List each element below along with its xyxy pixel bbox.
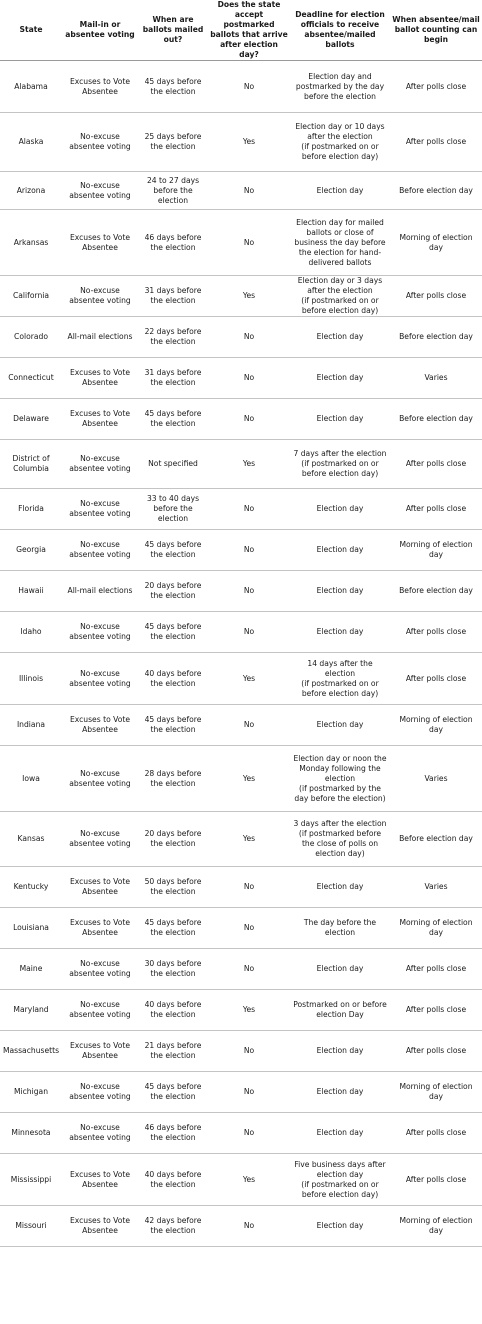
cell-counting-begin: Morning of election day	[390, 908, 482, 949]
cell-mail-in-or-absentee: No-excuse absentee voting	[62, 1072, 138, 1113]
cell-mail-in-or-absentee: No-excuse absentee voting	[62, 949, 138, 990]
cell-accept-postmarked: No	[208, 317, 290, 358]
cell-accept-postmarked: Yes	[208, 746, 290, 812]
cell-state: Alabama	[0, 61, 62, 113]
cell-mail-in-or-absentee: No-excuse absentee voting	[62, 113, 138, 172]
cell-accept-postmarked: No	[208, 908, 290, 949]
cell-when-mailed: 24 to 27 days before the election	[138, 172, 208, 210]
cell-state: Florida	[0, 489, 62, 530]
cell-when-mailed: 45 days before the election	[138, 530, 208, 571]
cell-accept-postmarked: No	[208, 949, 290, 990]
cell-receive-deadline: Election day or 3 days after the election (if postmarked on or before election day)	[290, 276, 390, 317]
cell-counting-begin: After polls close	[390, 990, 482, 1031]
cell-accept-postmarked: No	[208, 210, 290, 276]
table-row	[0, 1072, 482, 1113]
cell-mail-in-or-absentee: Excuses to Vote Absentee	[62, 1154, 138, 1206]
table-row	[0, 990, 482, 1031]
table-row	[0, 612, 482, 653]
table-row	[0, 172, 482, 210]
cell-accept-postmarked: Yes	[208, 440, 290, 489]
cell-mail-in-or-absentee: No-excuse absentee voting	[62, 653, 138, 705]
table-row	[0, 653, 482, 705]
cell-counting-begin: Before election day	[390, 399, 482, 440]
cell-counting-begin: After polls close	[390, 61, 482, 113]
table-row	[0, 1206, 482, 1247]
cell-receive-deadline: The day before the election	[290, 908, 390, 949]
header-row	[0, 0, 482, 61]
table-row	[0, 908, 482, 949]
cell-receive-deadline: Election day	[290, 489, 390, 530]
cell-state: California	[0, 276, 62, 317]
cell-accept-postmarked: Yes	[208, 990, 290, 1031]
cell-receive-deadline: Election day	[290, 705, 390, 746]
table-row	[0, 812, 482, 867]
cell-state: Illinois	[0, 653, 62, 705]
table-row	[0, 276, 482, 317]
table-row	[0, 61, 482, 113]
cell-state: Hawaii	[0, 571, 62, 612]
header-receive-deadline: Deadline for election officials to receive absentee/mailed ballots	[290, 0, 390, 61]
table-row	[0, 1031, 482, 1072]
cell-accept-postmarked: Yes	[208, 812, 290, 867]
cell-counting-begin: Before election day	[390, 172, 482, 210]
cell-mail-in-or-absentee: No-excuse absentee voting	[62, 440, 138, 489]
cell-state: Colorado	[0, 317, 62, 358]
table-row	[0, 746, 482, 812]
cell-state: District of Columbia	[0, 440, 62, 489]
cell-mail-in-or-absentee: All-mail elections	[62, 317, 138, 358]
cell-receive-deadline: 14 days after the election (if postmarked on or before election day)	[290, 653, 390, 705]
cell-when-mailed: 45 days before the election	[138, 61, 208, 113]
cell-receive-deadline: Election day or 10 days after the election (if postmarked on or before election day)	[290, 113, 390, 172]
cell-receive-deadline: Election day	[290, 1206, 390, 1247]
cell-counting-begin: After polls close	[390, 1154, 482, 1206]
cell-when-mailed: 21 days before the election	[138, 1031, 208, 1072]
cell-when-mailed: 50 days before the election	[138, 867, 208, 908]
table-row	[0, 358, 482, 399]
cell-counting-begin: Before election day	[390, 812, 482, 867]
cell-state: Mississippi	[0, 1154, 62, 1206]
cell-accept-postmarked: No	[208, 571, 290, 612]
table-header	[0, 0, 482, 61]
table-row	[0, 317, 482, 358]
cell-mail-in-or-absentee: Excuses to Vote Absentee	[62, 61, 138, 113]
table-row	[0, 399, 482, 440]
cell-receive-deadline: Postmarked on or before election Day	[290, 990, 390, 1031]
cell-accept-postmarked: No	[208, 61, 290, 113]
cell-receive-deadline: Election day	[290, 317, 390, 358]
cell-when-mailed: 45 days before the election	[138, 1072, 208, 1113]
cell-mail-in-or-absentee: No-excuse absentee voting	[62, 990, 138, 1031]
cell-state: Kentucky	[0, 867, 62, 908]
cell-counting-begin: After polls close	[390, 653, 482, 705]
cell-receive-deadline: Election day	[290, 612, 390, 653]
cell-mail-in-or-absentee: No-excuse absentee voting	[62, 172, 138, 210]
cell-counting-begin: Morning of election day	[390, 705, 482, 746]
cell-counting-begin: After polls close	[390, 113, 482, 172]
cell-receive-deadline: Election day or noon the Monday following the election (if postmarked by the day before the election)	[290, 746, 390, 812]
cell-mail-in-or-absentee: Excuses to Vote Absentee	[62, 867, 138, 908]
cell-counting-begin: Morning of election day	[390, 1206, 482, 1247]
cell-mail-in-or-absentee: No-excuse absentee voting	[62, 276, 138, 317]
cell-mail-in-or-absentee: No-excuse absentee voting	[62, 612, 138, 653]
cell-state: Georgia	[0, 530, 62, 571]
table-row	[0, 489, 482, 530]
cell-receive-deadline: Election day	[290, 1113, 390, 1154]
table-row	[0, 530, 482, 571]
table-row	[0, 867, 482, 908]
cell-when-mailed: 40 days before the election	[138, 990, 208, 1031]
cell-when-mailed: 22 days before the election	[138, 317, 208, 358]
cell-state: Arizona	[0, 172, 62, 210]
cell-when-mailed: 31 days before the election	[138, 358, 208, 399]
cell-receive-deadline: Election day	[290, 358, 390, 399]
cell-mail-in-or-absentee: Excuses to Vote Absentee	[62, 358, 138, 399]
cell-state: Arkansas	[0, 210, 62, 276]
cell-accept-postmarked: No	[208, 399, 290, 440]
cell-when-mailed: 33 to 40 days before the election	[138, 489, 208, 530]
cell-when-mailed: 45 days before the election	[138, 705, 208, 746]
cell-state: Maryland	[0, 990, 62, 1031]
header-when-mailed: When are ballots mailed out?	[138, 0, 208, 61]
cell-receive-deadline: Election day and postmarked by the day before the election	[290, 61, 390, 113]
cell-mail-in-or-absentee: Excuses to Vote Absentee	[62, 1031, 138, 1072]
table-row	[0, 440, 482, 489]
cell-when-mailed: 40 days before the election	[138, 653, 208, 705]
cell-counting-begin: After polls close	[390, 276, 482, 317]
cell-mail-in-or-absentee: Excuses to Vote Absentee	[62, 705, 138, 746]
cell-accept-postmarked: No	[208, 530, 290, 571]
cell-receive-deadline: 7 days after the election (if postmarked on or before election day)	[290, 440, 390, 489]
cell-receive-deadline: Election day	[290, 530, 390, 571]
cell-mail-in-or-absentee: Excuses to Vote Absentee	[62, 399, 138, 440]
cell-receive-deadline: Election day for mailed ballots or close of business the day before the election for hand-delivered ballots	[290, 210, 390, 276]
cell-mail-in-or-absentee: No-excuse absentee voting	[62, 746, 138, 812]
table-row	[0, 571, 482, 612]
cell-counting-begin: After polls close	[390, 1031, 482, 1072]
header-accept-postmarked: Does the state accept postmarked ballots that arrive after election day?	[208, 0, 290, 61]
cell-mail-in-or-absentee: No-excuse absentee voting	[62, 812, 138, 867]
cell-counting-begin: Morning of election day	[390, 530, 482, 571]
cell-counting-begin: Varies	[390, 746, 482, 812]
cell-when-mailed: 40 days before the election	[138, 1154, 208, 1206]
cell-accept-postmarked: Yes	[208, 113, 290, 172]
table-row	[0, 1113, 482, 1154]
table-row	[0, 949, 482, 990]
cell-state: Connecticut	[0, 358, 62, 399]
cell-accept-postmarked: No	[208, 1031, 290, 1072]
cell-when-mailed: 31 days before the election	[138, 276, 208, 317]
cell-state: Kansas	[0, 812, 62, 867]
cell-state: Missouri	[0, 1206, 62, 1247]
cell-state: Louisiana	[0, 908, 62, 949]
table-row	[0, 705, 482, 746]
cell-counting-begin: After polls close	[390, 489, 482, 530]
cell-counting-begin: After polls close	[390, 612, 482, 653]
table-body	[0, 61, 482, 1247]
cell-mail-in-or-absentee: No-excuse absentee voting	[62, 1113, 138, 1154]
cell-when-mailed: 20 days before the election	[138, 571, 208, 612]
cell-receive-deadline: Election day	[290, 1031, 390, 1072]
cell-state: Indiana	[0, 705, 62, 746]
cell-counting-begin: Morning of election day	[390, 1072, 482, 1113]
cell-mail-in-or-absentee: Excuses to Vote Absentee	[62, 908, 138, 949]
cell-when-mailed: 42 days before the election	[138, 1206, 208, 1247]
cell-state: Minnesota	[0, 1113, 62, 1154]
cell-accept-postmarked: No	[208, 1072, 290, 1113]
cell-when-mailed: 46 days before the election	[138, 1113, 208, 1154]
cell-state: Idaho	[0, 612, 62, 653]
cell-mail-in-or-absentee: All-mail elections	[62, 571, 138, 612]
cell-when-mailed: 45 days before the election	[138, 399, 208, 440]
table-row	[0, 1154, 482, 1206]
cell-state: Alaska	[0, 113, 62, 172]
cell-receive-deadline: Election day	[290, 172, 390, 210]
header-mail-in-or-absentee: Mail-in or absentee voting	[62, 0, 138, 61]
cell-receive-deadline: 3 days after the election (if postmarked before the close of polls on election day)	[290, 812, 390, 867]
cell-accept-postmarked: Yes	[208, 653, 290, 705]
cell-receive-deadline: Election day	[290, 867, 390, 908]
cell-mail-in-or-absentee: No-excuse absentee voting	[62, 489, 138, 530]
cell-accept-postmarked: No	[208, 867, 290, 908]
cell-mail-in-or-absentee: Excuses to Vote Absentee	[62, 1206, 138, 1247]
cell-accept-postmarked: No	[208, 489, 290, 530]
table-row	[0, 113, 482, 172]
cell-state: Delaware	[0, 399, 62, 440]
cell-counting-begin: Before election day	[390, 571, 482, 612]
cell-counting-begin: Varies	[390, 358, 482, 399]
header-counting-begin: When absentee/mail ballot counting can begin	[390, 0, 482, 61]
cell-state: Maine	[0, 949, 62, 990]
cell-accept-postmarked: Yes	[208, 276, 290, 317]
cell-counting-begin: Morning of election day	[390, 210, 482, 276]
cell-state: Michigan	[0, 1072, 62, 1113]
cell-accept-postmarked: No	[208, 358, 290, 399]
cell-accept-postmarked: No	[208, 1206, 290, 1247]
cell-counting-begin: After polls close	[390, 440, 482, 489]
cell-receive-deadline: Election day	[290, 571, 390, 612]
cell-when-mailed: 45 days before the election	[138, 612, 208, 653]
cell-accept-postmarked: No	[208, 172, 290, 210]
cell-when-mailed: 28 days before the election	[138, 746, 208, 812]
cell-receive-deadline: Election day	[290, 399, 390, 440]
cell-when-mailed: 30 days before the election	[138, 949, 208, 990]
cell-receive-deadline: Five business days after election day (if postmarked on or before election day)	[290, 1154, 390, 1206]
cell-accept-postmarked: No	[208, 612, 290, 653]
cell-counting-begin: After polls close	[390, 949, 482, 990]
cell-state: Massachusetts	[0, 1031, 62, 1072]
cell-accept-postmarked: No	[208, 705, 290, 746]
cell-counting-begin: Before election day	[390, 317, 482, 358]
cell-counting-begin: Varies	[390, 867, 482, 908]
cell-state: Iowa	[0, 746, 62, 812]
table-row	[0, 210, 482, 276]
cell-receive-deadline: Election day	[290, 1072, 390, 1113]
cell-mail-in-or-absentee: No-excuse absentee voting	[62, 530, 138, 571]
header-state: State	[0, 0, 62, 61]
cell-when-mailed: 20 days before the election	[138, 812, 208, 867]
cell-accept-postmarked: Yes	[208, 1154, 290, 1206]
cell-when-mailed: 25 days before the election	[138, 113, 208, 172]
cell-when-mailed: 46 days before the election	[138, 210, 208, 276]
cell-receive-deadline: Election day	[290, 949, 390, 990]
cell-accept-postmarked: No	[208, 1113, 290, 1154]
cell-counting-begin: After polls close	[390, 1113, 482, 1154]
cell-mail-in-or-absentee: Excuses to Vote Absentee	[62, 210, 138, 276]
cell-when-mailed: Not specified	[138, 440, 208, 489]
cell-when-mailed: 45 days before the election	[138, 908, 208, 949]
